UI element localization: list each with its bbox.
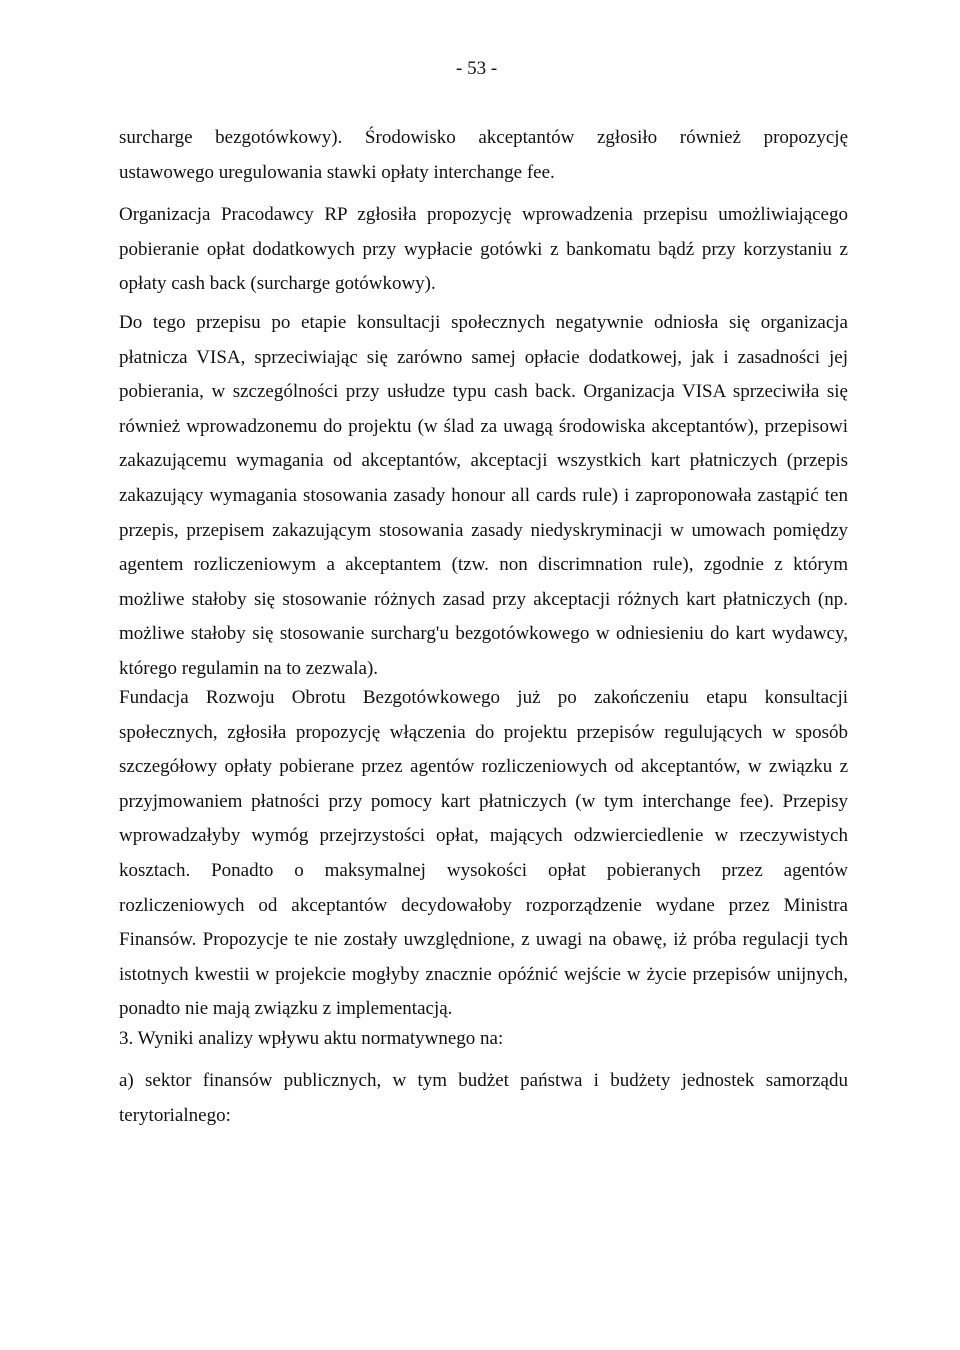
paragraph-fundacja-rozwoju xyxy=(119,681,848,1027)
paragraph-line: wprowadzałyby wymóg przejrzystości opłat, mających odzwierciedlenie w rzeczywistych xyxy=(119,825,848,847)
paragraph-line: kosztach. Ponadto o maksymalnej wysokości opłat pobieranych przez agentów xyxy=(119,859,848,881)
paragraph-line: ponadto nie mają związku z implementacją. xyxy=(119,998,453,1020)
paragraph-line: Finansów. Propozycje te nie zostały uwzględnione, z uwagi na obawę, iż próba regulacji tych xyxy=(119,929,848,951)
paragraph-line: opłaty cash back (surcharge gotówkowy). xyxy=(119,273,436,295)
paragraph-line: przyjmowaniem płatności przy pomocy kart płatniczych (w tym interchange fee). Przepisy xyxy=(119,790,848,812)
paragraph-line: Do tego przepisu po etapie konsultacji społecznych negatywnie odniosła się organizacja xyxy=(119,312,848,333)
paragraph-line: a) sektor finansów publicznych, w tym budżet państwa i budżety jednostek samorządu xyxy=(119,1070,848,1091)
paragraph-line: pobieranie opłat dodatkowych przy wypłacie gotówki z bankomatu bądź przy korzystaniu z xyxy=(119,238,848,260)
section-heading: 3. Wyniki analizy wpływu aktu normatywnego na: xyxy=(119,1028,504,1049)
paragraph-line: płatnicza VISA, sprzeciwiając się zarówno samej opłacie dodatkowej, jak i zasadności jej xyxy=(119,346,848,368)
paragraph-pracodawcy-rp xyxy=(119,198,848,302)
section-heading-analysis xyxy=(119,1022,848,1057)
paragraph-line: którego regulamin na to zezwala). xyxy=(119,657,379,679)
paragraph-line: rozliczeniowych od akceptantów decydowałoby rozporządzenie wydane przez Ministra xyxy=(119,894,848,916)
paragraph-line: społecznych, zgłosiła propozycję włączenia do projektu przepisów regulujących w sposób xyxy=(119,721,848,743)
paragraph-line: zakazującemu wymagania od akceptantów, akceptacji wszystkich kart płatniczych (przepis xyxy=(119,450,848,472)
paragraph-line: agentem rozliczeniowym a akceptantem (tzw. non discrimnation rule), zgodnie z którym xyxy=(119,554,848,576)
paragraph-line: ustawowego uregulowania stawki opłaty interchange fee. xyxy=(119,161,555,183)
paragraph-line: również wprowadzonemu do projektu (w ślad za uwagą środowiska akceptantów), przepisowi xyxy=(119,415,848,437)
paragraph-line: możliwe stałoby się stosowanie surcharg'u bezgotówkowego w odniesieniu do kart wydawcy, xyxy=(119,623,848,645)
paragraph-line: zakazujący wymagania stosowania zasady honour all cards rule) i zaproponowała zastąpić ten xyxy=(119,484,848,506)
subsection-public-finance xyxy=(119,1064,848,1133)
paragraph-surcharge-proposal xyxy=(119,121,848,190)
paragraph-line: surcharge bezgotówkowy). Środowisko akceptantów zgłosiło również propozycję xyxy=(119,127,848,148)
page-number: - 53 - xyxy=(456,58,498,79)
paragraph-visa-objection xyxy=(119,306,848,687)
paragraph-line: szczegółowy opłaty pobierane przez agentów rozliczeniowych od akceptantów, w związku z xyxy=(119,756,848,778)
paragraph-line: istotnych kwestii w projekcie mogłyby znacznie opóźnić wejście w życie przepisów unijnych, xyxy=(119,963,848,985)
paragraph-line: terytorialnego: xyxy=(119,1104,231,1126)
paragraph-line: Fundacja Rozwoju Obrotu Bezgotówkowego już po zakończeniu etapu konsultacji xyxy=(119,687,848,708)
paragraph-line: Organizacja Pracodawcy RP zgłosiła propozycję wprowadzenia przepisu umożliwiającego xyxy=(119,204,848,225)
paragraph-line: przepis, przepisem zakazującym stosowania zasady niedyskryminacji w umowach pomiędzy xyxy=(119,519,848,541)
paragraph-line: pobierania, w szczególności przy usłudze typu cash back. Organizacja VISA sprzeciwiła się xyxy=(119,381,848,403)
paragraph-line: możliwe stałoby się stosowanie różnych zasad przy akceptacji różnych kart płatniczych (np. xyxy=(119,588,848,610)
